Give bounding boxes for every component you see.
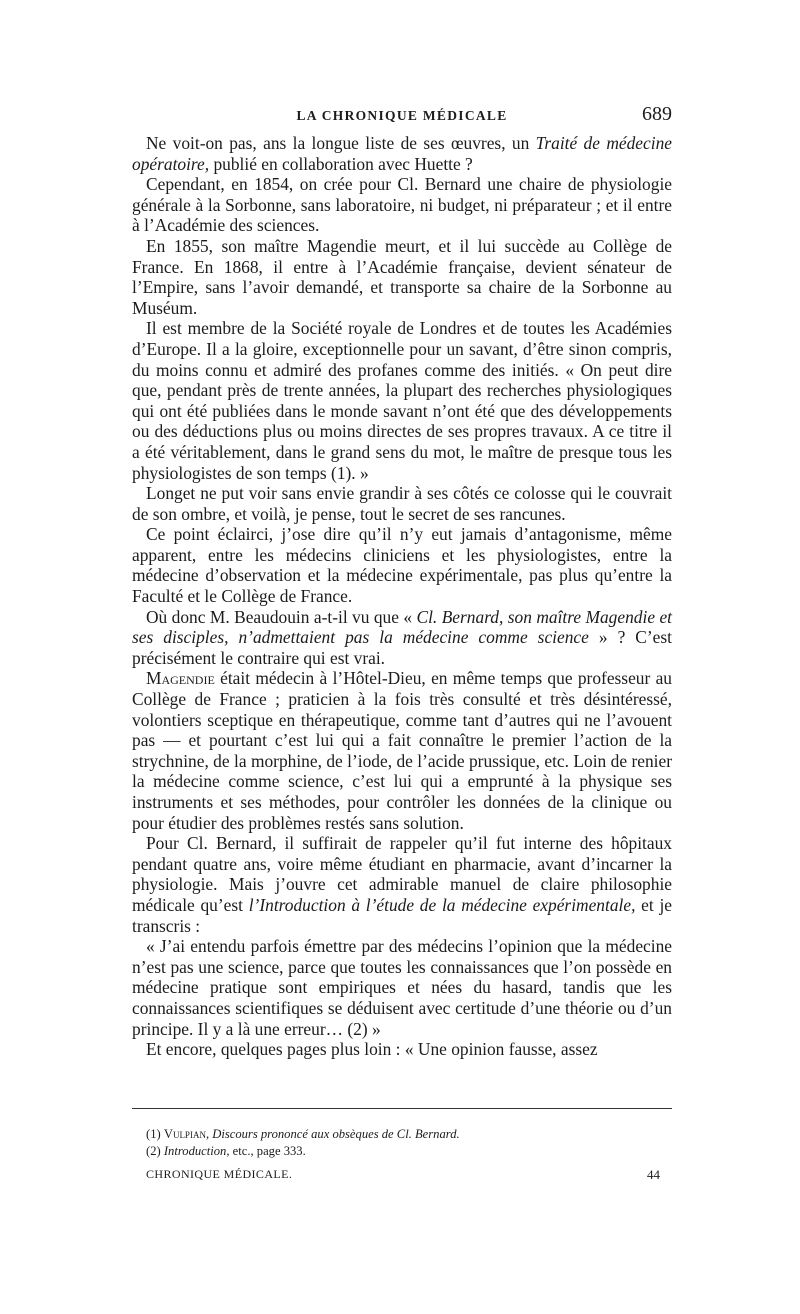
running-title: LA CHRONIQUE MÉDICALE	[296, 108, 508, 123]
paragraph-text: » ? C’est précisément le contraire qui est vrai.	[132, 627, 672, 668]
paragraph	[132, 668, 672, 833]
quotation: Cl. Bernard, son maître Magendie et ses disciples, n’admettaient pas la médecine comme science	[132, 606, 672, 648]
signature-line	[132, 1167, 672, 1185]
paragraph-text: Où donc M. Beaudouin a-t-il vu que «	[146, 606, 417, 627]
paragraph: « J’ai entendu parfois émettre par des médecins l’opinion que la médecine n’est pas une science, parce que toutes les connaissances que l’on possède en médecine pratique sont empiriques et nées du hasard, tandis que les connaissances scientifiques se déduisent avec certitude d’une théorie ou d’un principe. Il y a là une erreur… (2) »	[132, 936, 672, 1039]
paragraph: Il est membre de la Société royale de Londres et de toutes les Académies d’Europe. Il a la gloire, exceptionnelle pour un savant, d’être sinon compris, du moins connu et admiré des profanes comme des initiés. « On peut dire que, pendant près de trente années, la plupart des recherches physiologiques qui ont été publiées dans le monde savant n’ont été que des développements ou des déductions plus ou moins directes de ses propres travaux. A ce titre il a été véritablement, dans le grand sens du mot, le maître de presque tous les physiologistes de son temps (1). »	[132, 318, 672, 483]
footnote-rule	[132, 1108, 672, 1109]
footnote-title: Discours prononcé aux obsèques de Cl. Bernard.	[212, 1127, 460, 1141]
paragraph	[132, 133, 672, 174]
paragraph-text: et je transcris :	[132, 894, 672, 936]
paragraph	[132, 833, 672, 936]
signature-label: CHRONIQUE MÉDICALE.	[146, 1167, 293, 1181]
paragraph-text: Pour Cl. Bernard, il suffirait de rappeler qu’il fut interne des hôpitaux pendant quatre ans, voire même étudiant en pharmacie, avant d’incarner la physiologie. Mais j’ouvre cet admirable manuel de claire philosophie médicale qu’est	[132, 833, 672, 915]
paragraph-text: publié en collaboration avec Huette ?	[209, 153, 473, 174]
page-number: 689	[642, 103, 672, 125]
paragraph: Cependant, en 1854, on crée pour Cl. Bernard une chaire de physiologie générale à la Sorbonne, sans laboratoire, ni budget, ni préparateur ; et il entre à l’Académie des sciences.	[132, 174, 672, 236]
signature-number: 44	[647, 1167, 660, 1182]
paragraph: Et encore, quelques pages plus loin : « Une opinion fausse, assez	[146, 1039, 598, 1060]
book-title: Traité de médecine opératoire,	[132, 133, 672, 174]
footnote-author: Vulpian	[163, 1127, 206, 1141]
footnote-text: etc., page 333.	[229, 1144, 306, 1158]
book-title: l’Introduction à l’étude de la médecine expérimentale,	[248, 894, 636, 915]
paragraph: Ce point éclairci, j’ose dire qu’il n’y eut jamais d’antagonisme, même apparent, entre les médecins cliniciens et les physiologistes, entre la médecine d’observation et la médecine expérimentale, pas plus qu’entre la Faculté et le Collège de France.	[132, 524, 672, 607]
paragraph-text: Ne voit-on pas, ans la longue liste de ses œuvres, un	[146, 133, 536, 153]
paragraph	[132, 607, 672, 669]
footnote	[132, 1126, 672, 1143]
footnote	[132, 1143, 672, 1160]
footnote-number: (2)	[146, 1144, 164, 1158]
footnote-title: Introduction,	[163, 1144, 230, 1158]
paragraph: Longet ne put voir sans envie grandir à ses côtés ce colosse qui le couvrait de son ombre, et voilà, je pense, tout le secret de ses rancunes.	[132, 483, 672, 524]
small-caps-name: Magendie	[146, 668, 215, 689]
body-text	[132, 133, 672, 1060]
running-header	[132, 103, 672, 133]
footnotes	[132, 1126, 672, 1160]
paragraph-text: était médecin à l’Hôtel-Dieu, en même temps que professeur au Collège de France ; praticien à la fois très consulté et très désintéressé, volontiers sceptique en thérapeutique, comme tant d’autres qui ne l’avouent pas — et pourtant c’est lui qui a fait connaître le premier l’action de la strychnine, de la morphine, de l’iode, de l’acide prussique, etc. Loin de renier la médecine comme science, c’est lui qui a emprunté à la physique ses instruments et ses méthodes, pour contrôler les données de la clinique ou pour étudier des problèmes restés sans solution.	[132, 668, 672, 833]
footnote-number: (1)	[146, 1127, 164, 1141]
footnote-separator: ,	[205, 1127, 213, 1141]
paragraph: En 1855, son maître Magendie meurt, et il lui succède au Collège de France. En 1868, il entre à l’Académie française, devient sénateur de l’Empire, sans l’avoir demandé, et transporte sa chaire de la Sorbonne au Muséum.	[132, 235, 672, 318]
